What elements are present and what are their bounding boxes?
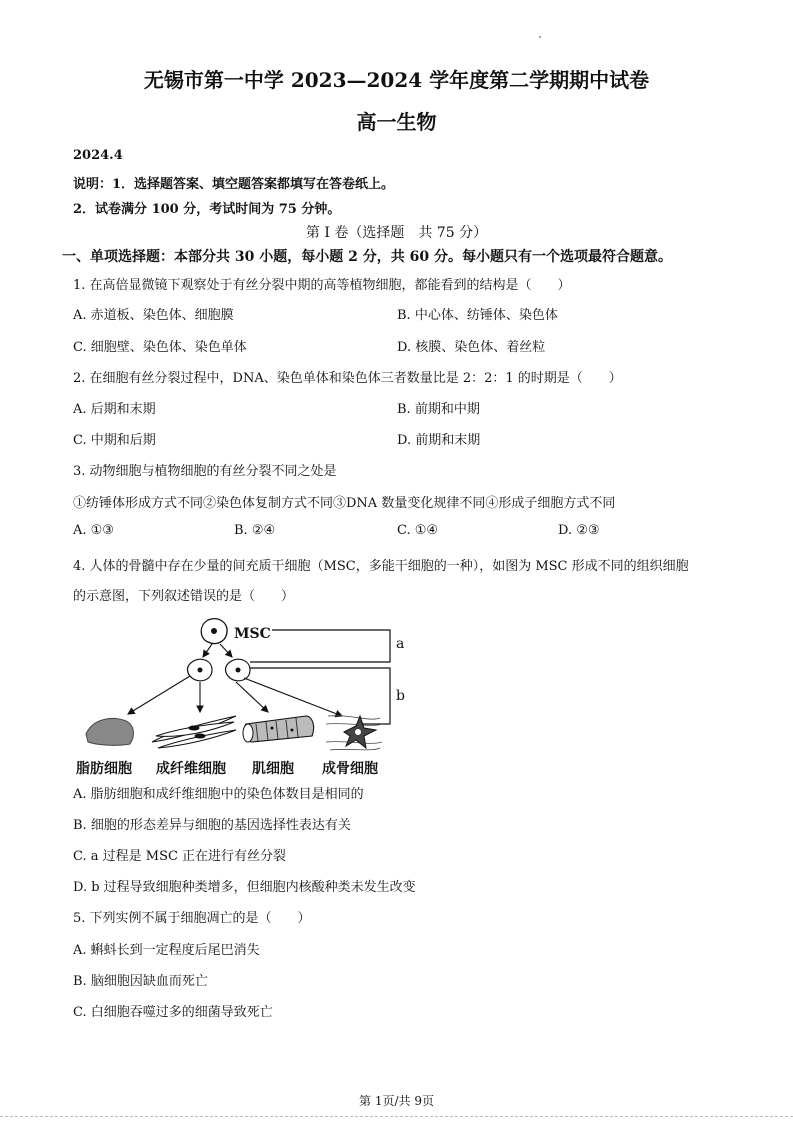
muscle-cell-icon (243, 716, 314, 742)
q3-statements: ①纺锤体形成方式不同②染色体复制方式不同③DNA 数量变化规律不同④形成子细胞方式不同 (73, 496, 616, 511)
q2-option-d: D. 前期和末期 (397, 433, 481, 448)
q4-option-a: A. 脂肪细胞和成纤维细胞中的染色体数目是相同的 (73, 787, 364, 802)
fibroblast-icon (152, 716, 236, 748)
process-b-label: b (396, 688, 405, 704)
q4-option-b: B. 细胞的形态差异与细胞的基因选择性表达有关 (73, 818, 351, 833)
q1-stem: 1. 在高倍显微镜下观察处于有丝分裂中期的高等植物细胞，都能看到的结构是（ ） (73, 278, 571, 293)
q4-stem-line-1: 4. 人体的骨髓中存在少量的间充质干细胞（MSC，多能干细胞的一种），如图为 MSC 形成不同的组织细胞 (73, 559, 689, 574)
osteoblast-icon (326, 716, 382, 750)
exam-date: 2024.4 (73, 148, 123, 163)
fat-cell-label: 脂肪细胞 (76, 761, 132, 777)
q3-option-c: C. ①④ (397, 523, 439, 538)
msc-differentiation-figure (60, 612, 420, 782)
daughter-cell-left-icon (188, 659, 213, 681)
bracket-a-line (250, 630, 390, 662)
page-number: 第 1页/共 9页 (359, 1094, 434, 1108)
osteoblast-label: 成骨细胞 (322, 761, 378, 777)
subject-title: 高一生物 (356, 110, 437, 134)
q1-option-b: B. 中心体、纺锤体、染色体 (397, 308, 558, 323)
muscle-cell-label: 肌细胞 (252, 761, 294, 777)
fibroblast-label: 成纤维细胞 (156, 761, 226, 777)
q1-option-c: C. 细胞壁、染色体、染色单体 (73, 340, 247, 355)
q3-stem: 3. 动物细胞与植物细胞的有丝分裂不同之处是 (73, 464, 337, 479)
q2-option-c: C. 中期和后期 (73, 433, 156, 448)
fat-cell-icon (86, 718, 134, 745)
q2-stem: 2. 在细胞有丝分裂过程中，DNA、染色单体和染色体三者数量比是 2：2：1 的时期是（ ） (73, 371, 622, 386)
q1-option-d: D. 核膜、染色体、着丝粒 (397, 340, 546, 355)
q5-option-c: C. 白细胞吞噬过多的细菌导致死亡 (73, 1005, 273, 1020)
scan-speck (539, 36, 541, 38)
q5-stem: 5. 下列实例不属于细胞凋亡的是（ ） (73, 911, 311, 926)
q5-option-a: A. 蝌蚪长到一定程度后尾巴消失 (73, 943, 260, 958)
q4-stem-line-2: 的示意图，下列叙述错误的是（ ） (73, 589, 295, 604)
q4-option-d: D. b 过程导致细胞种类增多，但细胞内核酸种类未发生改变 (73, 880, 416, 895)
instruction-line-2: 2．试卷满分 100 分，考试时间为 75 分钟。 (73, 202, 341, 217)
bracket-b-line (250, 668, 390, 724)
q3-option-b: B. ②④ (234, 523, 276, 538)
section-title: 一、单项选择题：本部分共 30 小题，每小题 2 分，共 60 分。每小题只有一个选项最符合题意。 (62, 249, 672, 265)
msc-cell-icon (201, 619, 227, 644)
instruction-line-1: 说明：1．选择题答案、填空题答案都填写在答卷纸上。 (73, 177, 395, 192)
q2-option-b: B. 前期和中期 (397, 402, 480, 417)
page-bottom-divider (0, 1116, 793, 1117)
q2-option-a: A. 后期和末期 (73, 402, 156, 417)
daughter-cell-right-icon (226, 659, 251, 681)
q1-option-a: A. 赤道板、染色体、细胞膜 (73, 308, 234, 323)
q5-option-b: B. 脑细胞因缺血而死亡 (73, 974, 208, 989)
q3-option-a: A. ①③ (73, 523, 114, 538)
process-a-label: a (396, 636, 405, 652)
q3-option-d: D. ②③ (558, 523, 600, 538)
exam-title: 无锡市第一中学 2023—2024 学年度第二学期期中试卷 (143, 68, 650, 92)
msc-label: MSC (234, 626, 271, 642)
q4-option-c: C. a 过程是 MSC 正在进行有丝分裂 (73, 849, 287, 864)
part-heading: 第 I 卷（选择题 共 75 分） (305, 225, 488, 241)
